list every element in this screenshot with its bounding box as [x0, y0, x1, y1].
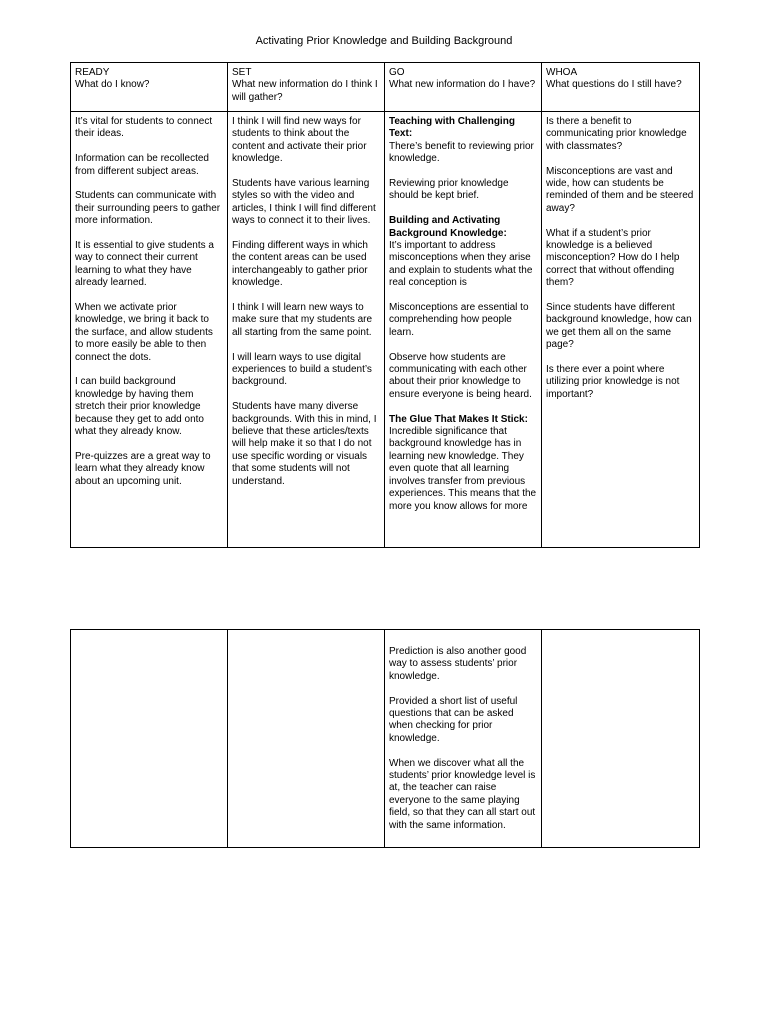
ready-cell [71, 630, 228, 848]
ready-note: Pre-quizzes are a great way to learn what they already know about an upcoming unit. [75, 450, 211, 487]
table-header-row [71, 63, 700, 112]
set-cell [228, 112, 385, 548]
ready-note: When we activate prior knowledge, we bring it back to the surface, and allow students to more easily be able to then connect the dots. [75, 302, 213, 363]
ready-cell [71, 112, 228, 548]
header-ready [71, 63, 228, 112]
go-heading: Teaching with Challenging Text: [389, 116, 515, 140]
kwl-table-continued [70, 629, 700, 848]
whoa-question: Is there ever a point where utilizing prior knowledge is not important? [546, 364, 680, 400]
header-question: What new information do I think I will gather? [232, 79, 378, 103]
header-question: What do I know? [75, 79, 150, 91]
set-note: Finding different ways in which the content areas can be used interchangeably to gather prior knowledge. [232, 240, 368, 289]
ready-note: I can build background knowledge by having them stretch their prior knowledge because they get to add onto what they already know. [75, 376, 204, 438]
go-note: Prediction is also another good way to assess students’ prior knowledge. [389, 646, 527, 682]
go-heading: Building and Activating Background Knowledge: [389, 215, 507, 239]
set-note: I will learn ways to use digital experiences to build a student’s background. [232, 351, 372, 388]
page-title: Activating Prior Knowledge and Building Background [255, 35, 513, 47]
ready-note: It’s vital for students to connect their ideas. [75, 116, 213, 140]
whoa-question: What if a student’s prior knowledge is a believed misconception? How do I help correct that without offending them? [546, 227, 680, 289]
table-body-row [71, 630, 700, 848]
header-label: READY [75, 67, 110, 78]
header-question: What new information do I have? [389, 79, 536, 91]
kwl-table [70, 62, 700, 548]
set-note: I think I will learn new ways to make sure that my students are all starting from the same point. [232, 302, 373, 338]
go-section [389, 116, 537, 166]
whoa-cell [542, 630, 700, 848]
set-note: I think I will find new ways for students to think about the content and activate their prior knowledge. [232, 116, 367, 165]
header-whoa [542, 63, 700, 112]
set-cell [228, 630, 385, 848]
header-label: GO [389, 67, 405, 78]
go-section [389, 414, 537, 513]
go-section [389, 215, 537, 289]
whoa-question: Is there a benefit to communicating prior knowledge with classmates? [546, 116, 687, 152]
table-body-row [71, 112, 700, 548]
header-question: What questions do I still have? [546, 79, 682, 91]
go-note: There’s benefit to reviewing prior knowledge. [389, 140, 534, 165]
ready-note: Students can communicate with their surrounding peers to gather more information. [75, 190, 221, 227]
go-note: It’s important to address misconceptions when they arise and explain to students what the real conception is [389, 240, 533, 289]
ready-note: Information can be recollected from different subject areas. [75, 153, 209, 177]
go-cell [385, 630, 542, 848]
go-cell [385, 112, 542, 548]
ready-note: It is essential to give students a way to connect their current learning to what they have already learned. [75, 240, 214, 289]
whoa-cell [542, 112, 700, 548]
whoa-question: Since students have different background knowledge, how can we get them all on the same page? [546, 302, 692, 351]
go-note: Reviewing prior knowledge should be kept brief. [389, 178, 509, 202]
set-note: Students have various learning styles so with the video and articles, I think I will find different ways to connect it to their lives. [232, 178, 376, 227]
header-set [228, 63, 385, 112]
header-go [385, 63, 542, 112]
header-label: WHOA [546, 67, 578, 78]
go-note: Incredible significance that background knowledge has in learning new knowledge. They even quote that all learning involves transfer from previous experiences. This means that the more you know allows for more [389, 426, 537, 512]
go-note: When we discover what all the students’ prior knowledge level is at, the teacher can raise everyone to the same playing field, so that they can all start out with the same information. [389, 757, 536, 831]
go-note: Observe how students are communicating with each other about their prior knowledge to ensure everyone is being heard. [389, 351, 532, 400]
go-note: Misconceptions are essential to comprehending how people learn. [389, 302, 529, 338]
go-heading: The Glue That Makes It Stick: [389, 413, 528, 425]
go-note: Provided a short list of useful questions that can be asked when checking for prior knowledge. [389, 695, 518, 744]
set-note: Students have many diverse backgrounds. With this in mind, I believe that these articles/texts will help make it so that I do not use specific wording or visuals that some students will not understand. [232, 401, 377, 487]
header-label: SET [232, 67, 252, 78]
whoa-question: Misconceptions are vast and wide, how can students be reminded of them and be steered away? [546, 165, 694, 214]
